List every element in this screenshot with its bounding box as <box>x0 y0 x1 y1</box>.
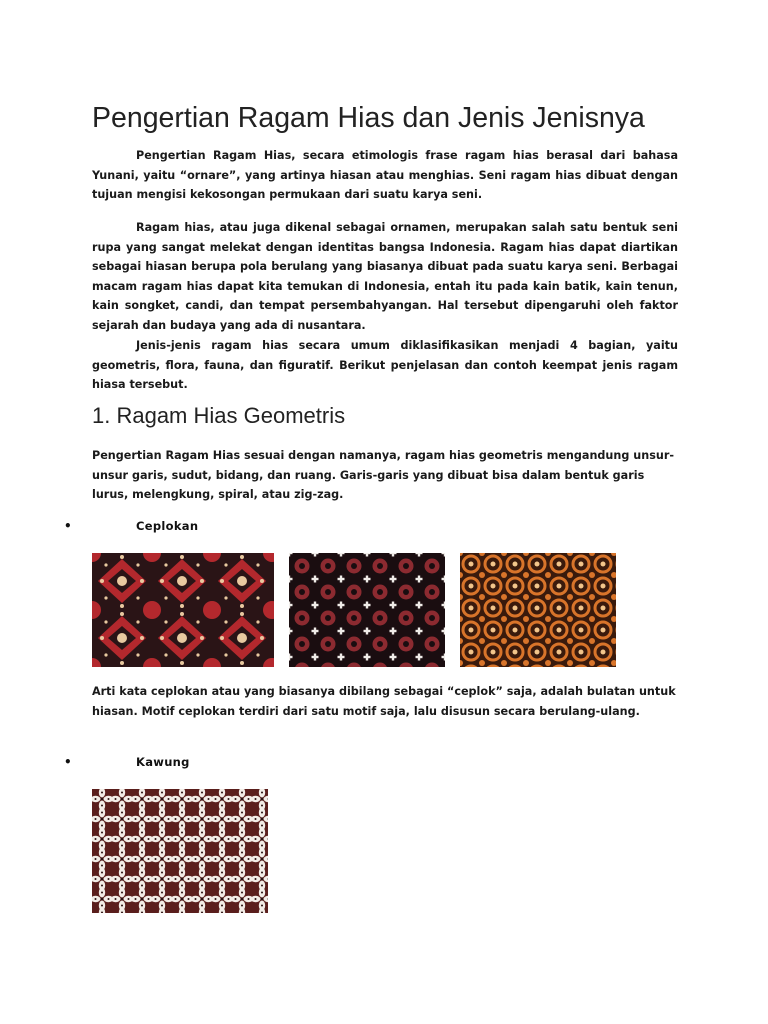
batik-ceplok-dark-image <box>289 553 445 667</box>
bullet-item-kawung <box>64 754 190 770</box>
batik-ceplok-red-image <box>92 553 274 667</box>
paragraph-ornament: Ragam hias, atau juga dikenal sebagai ornamen, merupakan salah satu bentuk seni rupa yang sangat melekat dengan identitas bangsa Indonesia. Ragam hias dapat diartikan sebagai hiasan berupa pola berulang yang biasanya dibuat pada suatu karya seni. Berbagai macam ragam hias dapat kita temukan di Indonesia, entah itu pada kain batik, kain tenun, kain songket, candi, dan tempat persembahyangan. Hal tersebut dipengaruhi oleh faktor sejarah dan budaya yang ada di nusantara. <box>92 221 678 332</box>
paragraph-types: Jenis-jenis ragam hias secara umum diklasifikasikan menjadi 4 bagian, yaitu geometris, flora, fauna, dan figuratif. Berikut penjelasan dan contoh keempat jenis ragam hiasa tersebut. <box>92 339 678 392</box>
bullet-icon: • <box>64 519 72 533</box>
batik-ceplok-orange-image <box>460 553 616 667</box>
paragraph-ceplokan: Arti kata ceplokan atau yang biasanya dibilang sebagai “ceplok” saja, adalah bulatan untuk hiasan. Motif ceplokan terdiri dari satu motif saja, lalu disusun secara berulang-ulang. <box>92 685 676 718</box>
batik-kawung-image <box>92 789 268 913</box>
bullet-item-ceplokan <box>64 518 198 534</box>
bullet-label-ceplokan: Ceplokan <box>136 519 199 533</box>
bullet-label-kawung: Kawung <box>136 755 190 769</box>
paragraph-geometris-intro: Pengertian Ragam Hias sesuai dengan namanya, ragam hias geometris mengandung unsur-unsur garis, sudut, bidang, dan ruang. Garis-garis yang dibuat bisa dalam bentuk garis lurus, melengkung, spiral, atau zig-zag. <box>92 449 674 502</box>
paragraph-definition: Pengertian Ragam Hias, secara etimologis frase ragam hias berasal dari bahasa Yunani, yaitu “ornare”, yang artinya hiasan atau menghias. Seni ragam hias dibuat dengan tujuan mengisi kekosongan permukaan dari suatu karya seni. <box>92 149 678 202</box>
page-title: Pengertian Ragam Hias dan Jenis Jenisnya <box>92 102 645 134</box>
bullet-icon: • <box>64 755 72 769</box>
section-heading-geometris: 1. Ragam Hias Geometris <box>92 403 346 428</box>
